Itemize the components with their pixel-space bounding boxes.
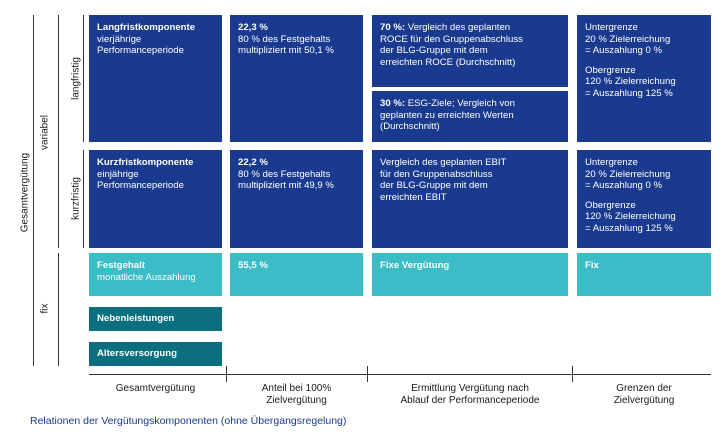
column-label-line: Zielvergütung	[613, 395, 675, 406]
pension-box: Altersversorgung	[89, 342, 222, 366]
long-term-component-box	[89, 15, 222, 142]
esg-weight: 30 %:	[380, 98, 406, 109]
ebit-line: Vergleich des geplanten EBIT	[380, 157, 507, 168]
upper-limit-line: 120 % Zielerreichung	[585, 76, 676, 87]
column-label-line: Ermittlung Vergütung nach	[411, 383, 529, 394]
row-label-fix: fix	[39, 303, 51, 314]
lower-limit-line: 20 % Zielerreichung	[585, 33, 671, 45]
short-term-limits-box	[577, 150, 711, 248]
column-tick	[226, 366, 227, 382]
ebit-line: erreichten EBIT	[380, 191, 447, 203]
gesamt-axis-line	[33, 15, 34, 366]
langfristig-axis-line	[83, 15, 84, 142]
short-term-component-box	[89, 150, 222, 248]
upper-limit-line: = Auszahlung 125 %	[585, 222, 673, 234]
ebit-line: der BLG-Gruppe mit dem	[380, 180, 488, 191]
figure-caption: Relationen der Vergütungskomponenten (ohne Übergangsregelung)	[30, 415, 347, 427]
fixed-salary-box	[89, 253, 222, 296]
roce-line: Vergleich des geplanten	[405, 22, 511, 33]
fringe-benefits-box: Nebenleistungen	[89, 307, 222, 331]
upper-limit-line: 120 % Zielerreichung	[585, 211, 676, 222]
row-label-kurzfristig: kurzfristig	[70, 177, 82, 220]
short-term-share-box	[230, 150, 363, 248]
esg-line: (Durchschnitt)	[380, 121, 440, 132]
long-term-share: 22,3 %	[238, 22, 268, 33]
variabel-axis-line	[58, 15, 59, 248]
short-term-share: 22,2 %	[238, 157, 268, 168]
ebit-line: für den Gruppenabschluss	[380, 168, 493, 180]
fixed-salary-subtitle: monatliche Auszahlung	[97, 271, 196, 283]
column-tick	[572, 366, 573, 382]
short-term-ebit-box	[372, 150, 568, 248]
kurzfristig-axis-line	[83, 150, 84, 248]
column-label-line: Anteil bei 100%	[261, 383, 332, 394]
fixed-salary-title: Festgehalt	[97, 260, 145, 271]
short-term-title: Kurzfristkomponente	[97, 157, 194, 168]
long-term-title: Langfristkomponente	[97, 22, 196, 33]
fixed-share: 55,5 %	[238, 260, 268, 271]
short-term-line: einjährige	[97, 168, 139, 180]
long-term-share-line: 80 % des Festgehalts	[238, 33, 331, 45]
long-term-roce-box	[372, 15, 568, 87]
upper-limit-line: Obergrenze	[585, 199, 636, 211]
column-label-method	[372, 383, 568, 407]
fixed-method-box	[372, 253, 568, 296]
fixed-limit: Fix	[585, 260, 599, 271]
fixed-method: Fixe Vergütung	[380, 260, 450, 271]
roce-weight: 70 %:	[380, 22, 406, 33]
fixed-limit-box	[577, 253, 711, 296]
short-term-share-line: 80 % des Festgehalts	[238, 168, 331, 180]
column-label-limits	[577, 383, 711, 407]
long-term-line: vierjährige	[97, 33, 142, 45]
column-label-line: Grenzen der	[616, 383, 672, 394]
roce-line: ROCE für den Gruppenabschluss	[380, 33, 523, 45]
long-term-limits-box	[577, 15, 711, 142]
bottom-axis-line	[89, 374, 711, 375]
fixed-share-box	[230, 253, 363, 296]
column-label-line: Gesamtvergütung	[115, 383, 196, 394]
lower-limit-line: = Auszahlung 0 %	[585, 180, 663, 191]
long-term-share-box	[230, 15, 363, 142]
column-tick	[367, 366, 368, 382]
short-term-line: Performanceperiode	[97, 180, 184, 191]
esg-line: ESG-Ziele; Vergleich von	[405, 98, 515, 109]
column-label-line: Ablauf der Performanceperiode	[400, 395, 540, 406]
roce-line: der BLG-Gruppe mit dem	[380, 45, 488, 56]
row-label-variabel: variabel	[39, 114, 51, 151]
lower-limit-line: Untergrenze	[585, 157, 638, 168]
lower-limit-line: 20 % Zielerreichung	[585, 168, 671, 180]
column-label-line: Zielvergütung	[266, 395, 327, 406]
row-label-gesamt: Gesamtvergütung	[19, 152, 31, 233]
lower-limit-line: Untergrenze	[585, 22, 638, 33]
column-label-share	[230, 383, 363, 407]
column-label-total	[89, 383, 222, 395]
long-term-esg-box	[372, 91, 568, 142]
roce-line: erreichten ROCE (Durchschnitt)	[380, 56, 516, 68]
esg-line: geplanten zu erreichten Werten	[380, 109, 514, 121]
upper-limit-line: = Auszahlung 125 %	[585, 87, 673, 99]
long-term-line: Performanceperiode	[97, 45, 184, 56]
lower-limit-line: = Auszahlung 0 %	[585, 45, 663, 56]
upper-limit-line: Obergrenze	[585, 64, 636, 76]
short-term-share-line: multipliziert mit 49,9 %	[238, 180, 334, 191]
fix-axis-line	[58, 253, 59, 366]
row-label-langfristig: langfristig	[70, 57, 82, 100]
long-term-share-line: multipliziert mit 50,1 %	[238, 45, 334, 56]
